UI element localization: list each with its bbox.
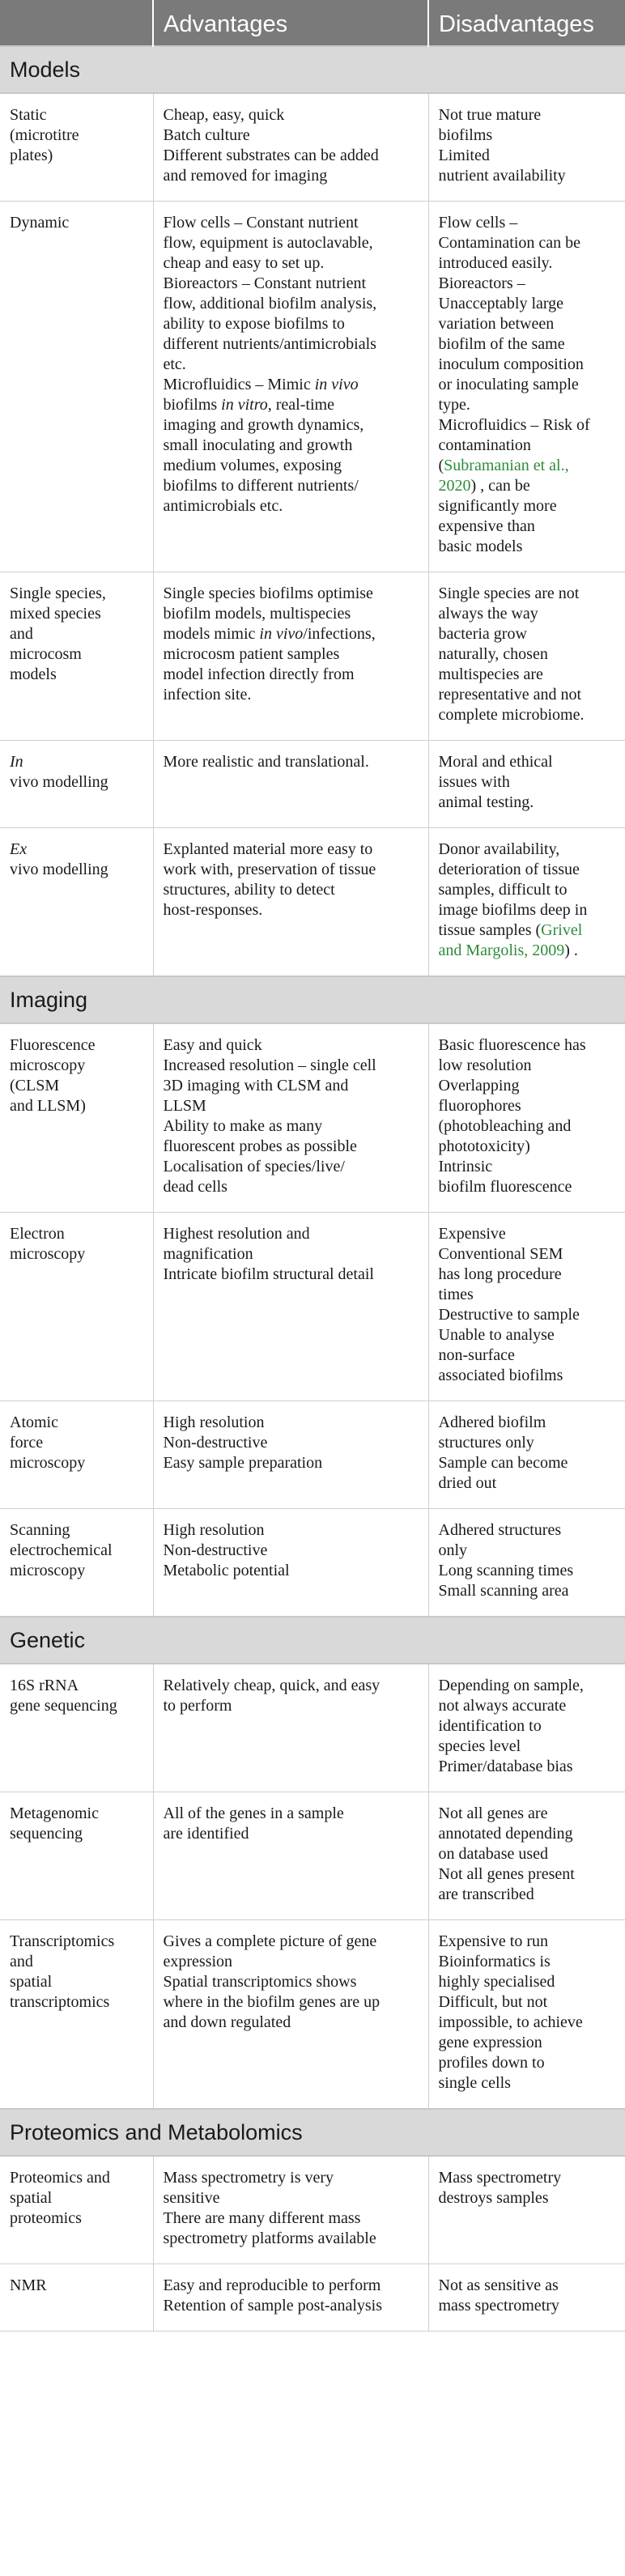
cell-line: times: [438, 1286, 474, 1303]
cell-line: structures only: [438, 1434, 534, 1452]
cell-line: on database used: [438, 1845, 549, 1863]
cell-line: Overlapping: [438, 1077, 520, 1095]
cell-line: Explanted material more easy to: [163, 840, 373, 858]
technique-cell: [0, 1664, 153, 1792]
cell-line: host-responses.: [163, 901, 263, 919]
cell-line: Non-destructive: [163, 1541, 268, 1559]
cell-line: gene sequencing: [10, 1697, 117, 1715]
cell-line: microcosm: [10, 645, 82, 663]
cell-line: work with, preservation of tissue: [163, 861, 376, 878]
cell-line: model infection directly from: [163, 665, 355, 683]
cell-line: (photobleaching and: [438, 1117, 572, 1135]
cell-line: Localisation of species/live/: [163, 1158, 345, 1175]
cell-line: type.: [438, 396, 470, 414]
disadvantages-cell: [428, 1792, 625, 1920]
cell-line: High resolution: [163, 1521, 265, 1539]
advantages-cell: [153, 1792, 428, 1920]
cell-line: Gives a complete picture of gene: [163, 1932, 377, 1950]
cell-line: transcriptomics: [10, 1993, 110, 2011]
cell-line: where in the biofilm genes are up: [163, 1993, 381, 2011]
disadvantages-cell: [428, 828, 625, 977]
cell-line: always the way: [438, 605, 538, 623]
disadvantages-cell: [428, 1509, 625, 1617]
cell-line: force: [10, 1434, 44, 1452]
cell-line: spatial: [10, 2189, 53, 2207]
technique-cell: [0, 202, 153, 572]
cell-line: deterioration of tissue: [438, 861, 580, 878]
cell-line: identification to: [438, 1717, 542, 1735]
cell-line: (microtitre: [10, 126, 79, 144]
cell-line: Intricate biofilm structural detail: [163, 1265, 374, 1283]
cell-line: and removed for imaging: [163, 167, 328, 185]
cell-line: etc.: [163, 355, 186, 373]
cell-line: Sample can become: [438, 1454, 568, 1472]
cell-line: magnification: [163, 1245, 253, 1263]
cell-line: cheap and easy to set up.: [163, 254, 325, 272]
table-row: [0, 1792, 625, 1920]
table-row: [0, 2156, 625, 2264]
disadvantages-cell: [428, 572, 625, 741]
table-row: [0, 2264, 625, 2332]
section-row: [0, 976, 625, 1023]
cell-line: Single species biofilms optimise: [163, 584, 373, 602]
cell-line: (CLSM: [10, 1077, 60, 1095]
cell-line: medium volumes, exposing: [163, 457, 342, 474]
cell-line: samples, difficult to: [438, 881, 568, 899]
cell-line: Different substrates can be added: [163, 147, 379, 164]
cell-line: proteomics: [10, 2209, 82, 2227]
cell-line: Ex: [10, 840, 28, 858]
cell-line: image biofilms deep in: [438, 901, 588, 919]
cell-line: flow, equipment is autoclavable,: [163, 234, 373, 252]
cell-line: Small scanning area: [438, 1582, 569, 1600]
table-row: [0, 1213, 625, 1401]
table-row: [0, 93, 625, 202]
advantages-cell: [153, 741, 428, 828]
cell-line: Transcriptomics: [10, 1932, 115, 1950]
cell-line: Flow cells – Constant nutrient: [163, 214, 359, 232]
cell-line: highly specialised: [438, 1973, 555, 1991]
cell-line: low resolution: [438, 1056, 532, 1074]
technique-cell: [0, 2264, 153, 2332]
cell-line: Single species,: [10, 584, 106, 602]
cell-line: associated biofilms: [438, 1367, 563, 1384]
cell-line: complete microbiome.: [438, 706, 585, 724]
table-row: [0, 1509, 625, 1617]
cell-line: sensitive: [163, 2189, 220, 2207]
cell-line: Adhered structures: [438, 1521, 562, 1539]
table-row: [0, 828, 625, 977]
cell-line: flow, additional biofilm analysis,: [163, 295, 377, 312]
cell-line: microscopy: [10, 1245, 86, 1263]
cell-line: Not true mature: [438, 106, 542, 124]
cell-line: single cells: [438, 2074, 511, 2092]
header-row: [0, 0, 625, 46]
disadvantages-cell: [428, 1023, 625, 1213]
cell-line: and LLSM): [10, 1097, 86, 1115]
cell-line: biofilms in vitro, real-time: [163, 396, 334, 414]
cell-line: dead cells: [163, 1178, 227, 1196]
cell-line: expression: [163, 1953, 233, 1970]
cell-line: only: [438, 1541, 468, 1559]
cell-line: impossible, to achieve: [438, 2013, 583, 2031]
cell-line: microcosm patient samples: [163, 645, 340, 663]
technique-cell: [0, 741, 153, 828]
technique-cell: [0, 1509, 153, 1617]
cell-line: Expensive: [438, 1225, 506, 1243]
cell-line: Moral and ethical: [438, 753, 553, 771]
cell-line: biofilm fluorescence: [438, 1178, 572, 1196]
table-row: [0, 202, 625, 572]
cell-line: Unable to analyse: [438, 1326, 555, 1344]
cell-line: Electron: [10, 1225, 65, 1243]
cell-line: small inoculating and growth: [163, 436, 353, 454]
cell-line: Unacceptably large: [438, 295, 564, 312]
advantages-cell: [153, 572, 428, 741]
cell-line: destroys samples: [438, 2189, 549, 2207]
cell-line: Proteomics and: [10, 2169, 110, 2187]
cell-line: High resolution: [163, 1413, 265, 1431]
cell-line: mass spectrometry: [438, 2297, 559, 2315]
cell-line: biofilm models, multispecies: [163, 605, 351, 623]
advantages-cell: [153, 1023, 428, 1213]
cell-line: dried out: [438, 1474, 497, 1492]
technique-cell: [0, 572, 153, 741]
cell-line: microscopy: [10, 1454, 86, 1472]
disadvantages-cell: [428, 1664, 625, 1792]
cell-line: to perform: [163, 1697, 232, 1715]
cell-line: Fluorescence: [10, 1036, 96, 1054]
cell-line: Scanning: [10, 1521, 70, 1539]
cell-line: Basic fluorescence has: [438, 1036, 586, 1054]
cell-line: infection site.: [163, 686, 252, 704]
cell-line: Mass spectrometry: [438, 2169, 562, 2187]
cell-line: models mimic in vivo/infections,: [163, 625, 376, 643]
cell-line: Primer/database bias: [438, 1758, 573, 1775]
cell-line: non-surface: [438, 1346, 515, 1364]
cell-line: annotated depending: [438, 1825, 573, 1843]
cell-line: tissue samples (Grivel: [438, 921, 583, 939]
cell-line: Expensive to run: [438, 1932, 549, 1950]
cell-line: biofilms: [438, 126, 493, 144]
advantages-cell: [153, 1401, 428, 1509]
cell-line: microscopy: [10, 1056, 86, 1074]
technique-cell: [0, 1401, 153, 1509]
cell-line: Donor availability,: [438, 840, 560, 858]
cell-line: inoculum composition: [438, 355, 584, 373]
cell-line: multispecies are: [438, 665, 543, 683]
cell-line: Static: [10, 106, 47, 124]
cell-line: Microfluidics – Mimic in vivo: [163, 376, 359, 393]
advantages-cell: [153, 828, 428, 977]
table-body: [0, 46, 625, 2332]
cell-line: In: [10, 753, 23, 771]
cell-line: representative and not: [438, 686, 582, 704]
technique-cell: [0, 1213, 153, 1401]
cell-line: phototoxicity): [438, 1137, 530, 1155]
advantages-cell: [153, 2156, 428, 2264]
cell-line: Not as sensitive as: [438, 2276, 559, 2294]
cell-line: variation between: [438, 315, 555, 333]
disadvantages-cell: [428, 2264, 625, 2332]
cell-line: species level: [438, 1737, 521, 1755]
cell-line: Ability to make as many: [163, 1117, 323, 1135]
cell-line: Highest resolution and: [163, 1225, 310, 1243]
section-title: Genetic: [0, 1617, 625, 1664]
cell-line: spectrometry platforms available: [163, 2230, 376, 2247]
cell-line: Not all genes present: [438, 1865, 575, 1883]
cell-line: not always accurate: [438, 1697, 567, 1715]
cell-line: Intrinsic: [438, 1158, 493, 1175]
cell-line: Metabolic potential: [163, 1562, 290, 1579]
cell-line: (Subramanian et al.,: [438, 457, 569, 474]
cell-line: Bioinformatics is: [438, 1953, 551, 1970]
cell-line: Conventional SEM: [438, 1245, 563, 1263]
cell-line: are identified: [163, 1825, 249, 1843]
table-row: [0, 572, 625, 741]
cell-line: Atomic: [10, 1413, 58, 1431]
cell-line: Depending on sample,: [438, 1677, 584, 1694]
cell-line: Limited: [438, 147, 490, 164]
section-row: [0, 2109, 625, 2156]
cell-line: models: [10, 665, 57, 683]
section-row: [0, 1617, 625, 1664]
cell-line: antimicrobials etc.: [163, 497, 283, 515]
technique-cell: [0, 1920, 153, 2110]
disadvantages-cell: [428, 202, 625, 572]
cell-line: fluorophores: [438, 1097, 521, 1115]
cell-line: expensive than: [438, 517, 535, 535]
table-row: [0, 1664, 625, 1792]
cell-line: gene expression: [438, 2034, 542, 2051]
cell-line: different nutrients/antimicrobials: [163, 335, 376, 353]
cell-line: Retention of sample post-analysis: [163, 2297, 383, 2315]
cell-line: All of the genes in a sample: [163, 1804, 344, 1822]
header-technique: [0, 0, 153, 46]
advantages-cell: [153, 1213, 428, 1401]
cell-line: Cheap, easy, quick: [163, 106, 285, 124]
cell-line: Easy and quick: [163, 1036, 262, 1054]
advantages-cell: [153, 1920, 428, 2110]
section-title: Proteomics and Metabolomics: [0, 2109, 625, 2156]
cell-line: ability to expose biofilms to: [163, 315, 345, 333]
technique-cell: [0, 93, 153, 202]
cell-line: and Margolis, 2009) .: [438, 942, 578, 959]
cell-line: 16S rRNA: [10, 1677, 79, 1694]
cell-line: spatial: [10, 1973, 53, 1991]
advantages-cell: [153, 2264, 428, 2332]
cell-line: biofilm of the same: [438, 335, 565, 353]
cell-line: contamination: [438, 436, 531, 454]
advantages-cell: [153, 93, 428, 202]
cell-line: Difficult, but not: [438, 1993, 548, 2011]
header-advantages: Advantages: [153, 0, 428, 46]
technique-cell: [0, 2156, 153, 2264]
cell-line: introduced easily.: [438, 254, 553, 272]
section-row: [0, 46, 625, 93]
cell-line: Dynamic: [10, 214, 70, 232]
cell-line: are transcribed: [438, 1885, 534, 1903]
cell-line: electrochemical: [10, 1541, 113, 1559]
cell-line: structures, ability to detect: [163, 881, 335, 899]
cell-line: Single species are not: [438, 584, 580, 602]
cell-line: There are many different mass: [163, 2209, 361, 2227]
technique-cell: [0, 828, 153, 977]
cell-line: basic models: [438, 538, 523, 555]
cell-line: imaging and growth dynamics,: [163, 416, 364, 434]
table-row: [0, 1401, 625, 1509]
cell-line: Easy sample preparation: [163, 1454, 323, 1472]
cell-line: issues with: [438, 773, 510, 791]
cell-line: Easy and reproducible to perform: [163, 2276, 381, 2294]
cell-line: mixed species: [10, 605, 101, 623]
cell-line: Not all genes are: [438, 1804, 548, 1822]
cell-line: Adhered biofilm: [438, 1413, 546, 1431]
disadvantages-cell: [428, 1401, 625, 1509]
cell-line: Metagenomic: [10, 1804, 99, 1822]
disadvantages-cell: [428, 741, 625, 828]
cell-line: Microfluidics – Risk of: [438, 416, 590, 434]
table-row: [0, 1920, 625, 2110]
cell-line: significantly more: [438, 497, 557, 515]
cell-line: Spatial transcriptomics shows: [163, 1973, 357, 1991]
section-title: Imaging: [0, 976, 625, 1023]
cell-line: sequencing: [10, 1825, 83, 1843]
cell-line: nutrient availability: [438, 167, 566, 185]
technique-cell: [0, 1023, 153, 1213]
header-disadvantages: Disadvantages: [428, 0, 625, 46]
cell-line: NMR: [10, 2276, 47, 2294]
cell-line: and down regulated: [163, 2013, 291, 2031]
cell-line: and: [10, 625, 33, 643]
cell-line: Destructive to sample: [438, 1306, 580, 1324]
cell-line: plates): [10, 147, 53, 164]
disadvantages-cell: [428, 1213, 625, 1401]
cell-line: bacteria grow: [438, 625, 527, 643]
cell-line: More realistic and translational.: [163, 753, 369, 771]
cell-line: Increased resolution – single cell: [163, 1056, 376, 1074]
cell-line: 2020) , can be: [438, 477, 530, 495]
cell-line: vivo modelling: [10, 861, 108, 878]
cell-line: microscopy: [10, 1562, 86, 1579]
cell-line: Bioreactors – Constant nutrient: [163, 274, 367, 292]
cell-line: Contamination can be: [438, 234, 581, 252]
cell-line: Mass spectrometry is very: [163, 2169, 334, 2187]
advantages-cell: [153, 1664, 428, 1792]
cell-line: Relatively cheap, quick, and easy: [163, 1677, 381, 1694]
advantages-cell: [153, 202, 428, 572]
cell-line: Flow cells –: [438, 214, 518, 232]
cell-line: naturally, chosen: [438, 645, 548, 663]
cell-line: animal testing.: [438, 793, 534, 811]
cell-line: Batch culture: [163, 126, 250, 144]
disadvantages-cell: [428, 93, 625, 202]
cell-line: or inoculating sample: [438, 376, 579, 393]
cell-line: profiles down to: [438, 2054, 545, 2072]
cell-line: Long scanning times: [438, 1562, 574, 1579]
table-row: [0, 741, 625, 828]
cell-line: 3D imaging with CLSM and: [163, 1077, 349, 1095]
cell-line: Non-destructive: [163, 1434, 268, 1452]
cell-line: biofilms to different nutrients/: [163, 477, 359, 495]
advantages-cell: [153, 1509, 428, 1617]
cell-line: Bioreactors –: [438, 274, 525, 292]
cell-line: and: [10, 1953, 33, 1970]
table-row: [0, 1023, 625, 1213]
disadvantages-cell: [428, 1920, 625, 2110]
section-title: Models: [0, 46, 625, 93]
cell-line: has long procedure: [438, 1265, 562, 1283]
technique-cell: [0, 1792, 153, 1920]
cell-line: fluorescent probes as possible: [163, 1137, 357, 1155]
cell-line: LLSM: [163, 1097, 206, 1115]
disadvantages-cell: [428, 2156, 625, 2264]
cell-line: vivo modelling: [10, 773, 108, 791]
